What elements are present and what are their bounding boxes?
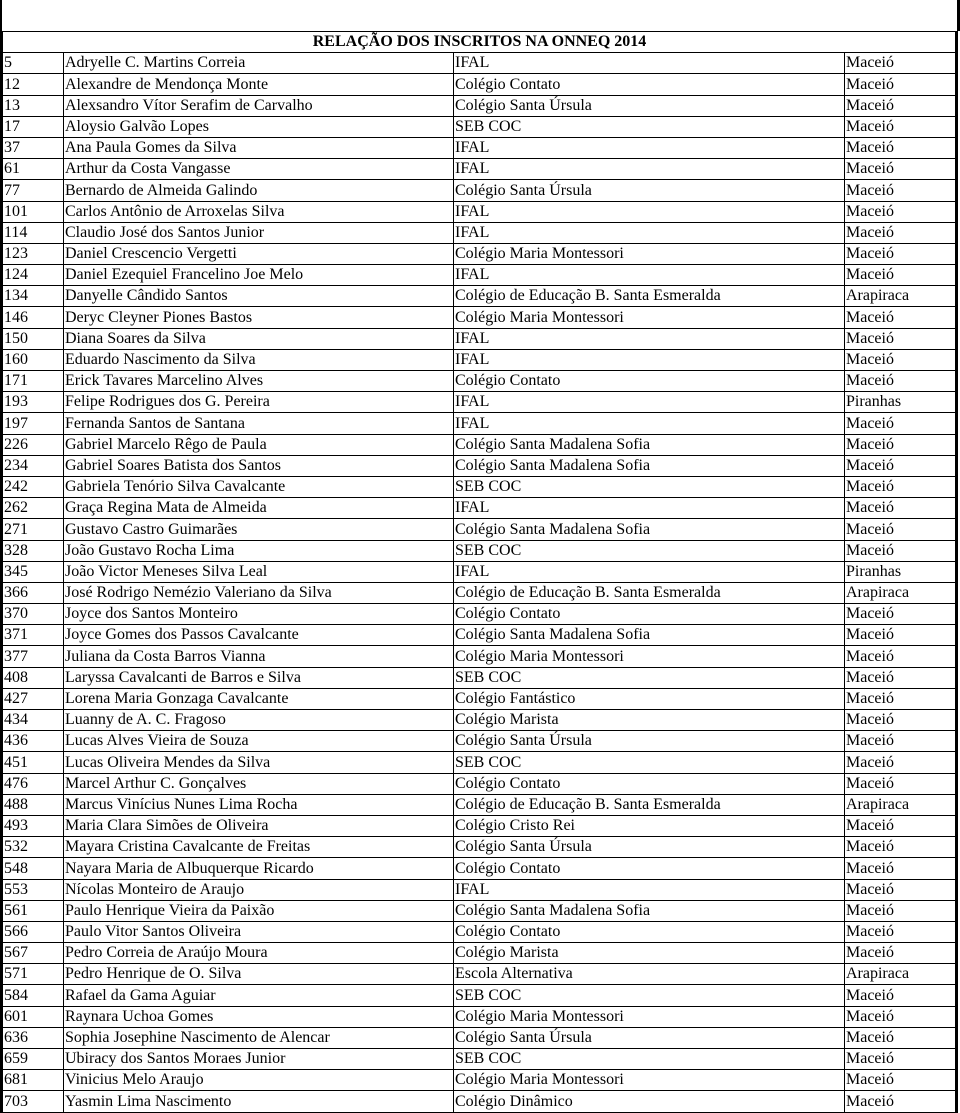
student-name: Bernardo de Almeida Galindo (64, 180, 454, 201)
school-name: IFAL (454, 222, 845, 243)
registration-number: 123 (2, 243, 64, 264)
city-name: Maceió (845, 1070, 957, 1091)
city-name: Maceió (845, 900, 957, 921)
table-row (2, 688, 957, 709)
school-name: IFAL (454, 561, 845, 582)
registration-number: 171 (2, 371, 64, 392)
registration-number: 13 (2, 95, 64, 116)
student-name: Joyce Gomes dos Passos Cavalcante (64, 625, 454, 646)
registration-number: 150 (2, 328, 64, 349)
registration-number: 124 (2, 265, 64, 286)
table-row (2, 201, 957, 222)
table-row (2, 561, 957, 582)
table-row (2, 752, 957, 773)
registration-number: 451 (2, 752, 64, 773)
registration-number: 160 (2, 349, 64, 370)
table-row (2, 243, 957, 264)
city-name: Maceió (845, 307, 957, 328)
school-name: Colégio Santa Úrsula (454, 180, 845, 201)
registration-number: 377 (2, 646, 64, 667)
student-name: Marcel Arthur C. Gonçalves (64, 773, 454, 794)
school-name: Colégio Maria Montessori (454, 1006, 845, 1027)
school-name: IFAL (454, 349, 845, 370)
registrants-table (0, 31, 958, 1113)
student-name: Gustavo Castro Guimarães (64, 519, 454, 540)
table-row (2, 943, 957, 964)
student-name: Pedro Correia de Araújo Moura (64, 943, 454, 964)
student-name: Deryc Cleyner Piones Bastos (64, 307, 454, 328)
registration-number: 5 (2, 53, 64, 74)
school-name: Escola Alternativa (454, 964, 845, 985)
city-name: Piranhas (845, 392, 957, 413)
city-name: Maceió (845, 201, 957, 222)
school-name: Colégio Fantástico (454, 688, 845, 709)
table-row (2, 964, 957, 985)
table-row (2, 625, 957, 646)
table-row (2, 1070, 957, 1091)
school-name: IFAL (454, 498, 845, 519)
registration-number: 532 (2, 837, 64, 858)
student-name: Raynara Uchoa Gomes (64, 1006, 454, 1027)
city-name: Maceió (845, 731, 957, 752)
city-name: Maceió (845, 349, 957, 370)
school-name: IFAL (454, 879, 845, 900)
student-name: Sophia Josephine Nascimento de Alencar (64, 1027, 454, 1048)
registration-number: 134 (2, 286, 64, 307)
school-name: Colégio Marista (454, 943, 845, 964)
city-name: Maceió (845, 1049, 957, 1070)
student-name: Yasmin Lima Nascimento (64, 1091, 454, 1112)
student-name: Alexandre de Mendonça Monte (64, 74, 454, 95)
city-name: Maceió (845, 53, 957, 74)
table-row (2, 921, 957, 942)
school-name: Colégio Contato (454, 604, 845, 625)
student-name: Paulo Vitor Santos Oliveira (64, 921, 454, 942)
registration-number: 345 (2, 561, 64, 582)
student-name: Arthur da Costa Vangasse (64, 159, 454, 180)
student-name: Aloysio Galvão Lopes (64, 116, 454, 137)
student-name: Pedro Henrique de O. Silva (64, 964, 454, 985)
registration-number: 12 (2, 74, 64, 95)
school-name: Colégio Santa Madalena Sofia (454, 455, 845, 476)
city-name: Maceió (845, 688, 957, 709)
school-name: Colégio Santa Madalena Sofia (454, 625, 845, 646)
table-row (2, 582, 957, 603)
school-name: Colégio Contato (454, 921, 845, 942)
city-name: Piranhas (845, 561, 957, 582)
registration-number: 370 (2, 604, 64, 625)
school-name: SEB COC (454, 476, 845, 497)
city-name: Maceió (845, 667, 957, 688)
registration-number: 566 (2, 921, 64, 942)
school-name: IFAL (454, 265, 845, 286)
student-name: Diana Soares da Silva (64, 328, 454, 349)
registration-number: 408 (2, 667, 64, 688)
registration-number: 193 (2, 392, 64, 413)
table-row (2, 180, 957, 201)
school-name: SEB COC (454, 985, 845, 1006)
student-name: Graça Regina Mata de Almeida (64, 498, 454, 519)
student-name: Danyelle Cândido Santos (64, 286, 454, 307)
registration-number: 584 (2, 985, 64, 1006)
student-name: Gabriel Marcelo Rêgo de Paula (64, 434, 454, 455)
school-name: IFAL (454, 392, 845, 413)
student-name: Nayara Maria de Albuquerque Ricardo (64, 858, 454, 879)
table-row (2, 1006, 957, 1027)
city-name: Arapiraca (845, 794, 957, 815)
city-name: Maceió (845, 159, 957, 180)
student-name: Gabriela Tenório Silva Cavalcante (64, 476, 454, 497)
registration-number: 488 (2, 794, 64, 815)
registration-number: 659 (2, 1049, 64, 1070)
table-row (2, 604, 957, 625)
registration-number: 703 (2, 1091, 64, 1112)
table-row (2, 731, 957, 752)
table-row (2, 392, 957, 413)
registration-number: 328 (2, 540, 64, 561)
school-name: IFAL (454, 328, 845, 349)
student-name: Felipe Rodrigues dos G. Pereira (64, 392, 454, 413)
school-name: IFAL (454, 201, 845, 222)
registration-number: 146 (2, 307, 64, 328)
table-row (2, 371, 957, 392)
student-name: Paulo Henrique Vieira da Paixão (64, 900, 454, 921)
table-row (2, 773, 957, 794)
registration-number: 197 (2, 413, 64, 434)
city-name: Maceió (845, 434, 957, 455)
registration-number: 242 (2, 476, 64, 497)
student-name: Mayara Cristina Cavalcante de Freitas (64, 837, 454, 858)
student-name: Rafael da Gama Aguiar (64, 985, 454, 1006)
student-name: José Rodrigo Nemézio Valeriano da Silva (64, 582, 454, 603)
table-row (2, 476, 957, 497)
school-name: Colégio de Educação B. Santa Esmeralda (454, 582, 845, 603)
registration-number: 427 (2, 688, 64, 709)
table-row (2, 53, 957, 74)
city-name: Arapiraca (845, 964, 957, 985)
school-name: IFAL (454, 137, 845, 158)
table-row (2, 74, 957, 95)
student-name: Eduardo Nascimento da Silva (64, 349, 454, 370)
city-name: Maceió (845, 243, 957, 264)
school-name: SEB COC (454, 1049, 845, 1070)
registration-number: 553 (2, 879, 64, 900)
school-name: Colégio Dinâmico (454, 1091, 845, 1112)
school-name: Colégio Contato (454, 74, 845, 95)
blank-header-band (0, 0, 960, 31)
registration-number: 601 (2, 1006, 64, 1027)
school-name: Colégio Contato (454, 371, 845, 392)
city-name: Maceió (845, 921, 957, 942)
city-name: Maceió (845, 498, 957, 519)
table-row (2, 307, 957, 328)
city-name: Maceió (845, 879, 957, 900)
city-name: Maceió (845, 540, 957, 561)
table-row (2, 265, 957, 286)
city-name: Maceió (845, 1027, 957, 1048)
city-name: Maceió (845, 328, 957, 349)
registration-number: 436 (2, 731, 64, 752)
city-name: Maceió (845, 95, 957, 116)
school-name: Colégio Santa Úrsula (454, 837, 845, 858)
school-name: Colégio Contato (454, 773, 845, 794)
city-name: Maceió (845, 180, 957, 201)
student-name: Vinicius Melo Araujo (64, 1070, 454, 1091)
student-name: Adryelle C. Martins Correia (64, 53, 454, 74)
registration-number: 271 (2, 519, 64, 540)
registration-number: 567 (2, 943, 64, 964)
table-row (2, 985, 957, 1006)
student-name: Nícolas Monteiro de Araujo (64, 879, 454, 900)
student-name: Lorena Maria Gonzaga Cavalcante (64, 688, 454, 709)
table-row (2, 879, 957, 900)
city-name: Maceió (845, 858, 957, 879)
city-name: Maceió (845, 625, 957, 646)
table-row (2, 815, 957, 836)
student-name: Maria Clara Simões de Oliveira (64, 815, 454, 836)
table-row (2, 519, 957, 540)
school-name: IFAL (454, 159, 845, 180)
student-name: Lucas Alves Vieira de Souza (64, 731, 454, 752)
school-name: Colégio de Educação B. Santa Esmeralda (454, 794, 845, 815)
school-name: SEB COC (454, 752, 845, 773)
registration-number: 636 (2, 1027, 64, 1048)
school-name: Colégio Cristo Rei (454, 815, 845, 836)
school-name: Colégio Santa Úrsula (454, 1027, 845, 1048)
school-name: SEB COC (454, 667, 845, 688)
table-row (2, 1049, 957, 1070)
city-name: Maceió (845, 773, 957, 794)
student-name: João Victor Meneses Silva Leal (64, 561, 454, 582)
city-name: Maceió (845, 604, 957, 625)
school-name: Colégio Santa Úrsula (454, 731, 845, 752)
city-name: Arapiraca (845, 582, 957, 603)
document-title: RELAÇÃO DOS INSCRITOS NA ONNEQ 2014 (2, 32, 957, 53)
table-row (2, 837, 957, 858)
table-row (2, 455, 957, 476)
student-name: Daniel Crescencio Vergetti (64, 243, 454, 264)
city-name: Arapiraca (845, 286, 957, 307)
table-row (2, 413, 957, 434)
table-row (2, 646, 957, 667)
table-row (2, 286, 957, 307)
student-name: Carlos Antônio de Arroxelas Silva (64, 201, 454, 222)
table-row (2, 858, 957, 879)
school-name: IFAL (454, 53, 845, 74)
table-row (2, 794, 957, 815)
registration-number: 262 (2, 498, 64, 519)
title-row (2, 32, 957, 53)
student-name: Alexsandro Vítor Serafim de Carvalho (64, 95, 454, 116)
city-name: Maceió (845, 943, 957, 964)
city-name: Maceió (845, 710, 957, 731)
registration-number: 366 (2, 582, 64, 603)
table-row (2, 900, 957, 921)
table-row (2, 116, 957, 137)
school-name: SEB COC (454, 116, 845, 137)
table-row (2, 222, 957, 243)
student-name: Fernanda Santos de Santana (64, 413, 454, 434)
registration-number: 234 (2, 455, 64, 476)
school-name: Colégio de Educação B. Santa Esmeralda (454, 286, 845, 307)
student-name: Ana Paula Gomes da Silva (64, 137, 454, 158)
school-name: Colégio Santa Madalena Sofia (454, 519, 845, 540)
city-name: Maceió (845, 837, 957, 858)
registration-number: 371 (2, 625, 64, 646)
school-name: Colégio Maria Montessori (454, 646, 845, 667)
city-name: Maceió (845, 1091, 957, 1112)
city-name: Maceió (845, 752, 957, 773)
table-row (2, 328, 957, 349)
school-name: Colégio Santa Madalena Sofia (454, 900, 845, 921)
school-name: Colégio Marista (454, 710, 845, 731)
table-row (2, 710, 957, 731)
registration-number: 101 (2, 201, 64, 222)
student-name: Marcus Vinícius Nunes Lima Rocha (64, 794, 454, 815)
city-name: Maceió (845, 476, 957, 497)
table-row (2, 159, 957, 180)
registration-number: 37 (2, 137, 64, 158)
school-name: Colégio Maria Montessori (454, 307, 845, 328)
registration-number: 434 (2, 710, 64, 731)
city-name: Maceió (845, 519, 957, 540)
city-name: Maceió (845, 1006, 957, 1027)
school-name: Colégio Maria Montessori (454, 243, 845, 264)
city-name: Maceió (845, 74, 957, 95)
student-name: Erick Tavares Marcelino Alves (64, 371, 454, 392)
city-name: Maceió (845, 137, 957, 158)
registration-number: 681 (2, 1070, 64, 1091)
student-name: Lucas Oliveira Mendes da Silva (64, 752, 454, 773)
city-name: Maceió (845, 222, 957, 243)
table-row (2, 540, 957, 561)
school-name: Colégio Santa Úrsula (454, 95, 845, 116)
table-row (2, 434, 957, 455)
student-name: Claudio José dos Santos Junior (64, 222, 454, 243)
table-row (2, 349, 957, 370)
city-name: Maceió (845, 265, 957, 286)
table-row (2, 498, 957, 519)
table-row (2, 1027, 957, 1048)
table-row (2, 95, 957, 116)
registration-number: 561 (2, 900, 64, 921)
city-name: Maceió (845, 985, 957, 1006)
registration-number: 476 (2, 773, 64, 794)
city-name: Maceió (845, 455, 957, 476)
registration-number: 548 (2, 858, 64, 879)
table-row (2, 1091, 957, 1112)
registration-number: 571 (2, 964, 64, 985)
city-name: Maceió (845, 646, 957, 667)
student-name: Daniel Ezequiel Francelino Joe Melo (64, 265, 454, 286)
student-name: Joyce dos Santos Monteiro (64, 604, 454, 625)
student-name: Luanny de A. C. Fragoso (64, 710, 454, 731)
student-name: João Gustavo Rocha Lima (64, 540, 454, 561)
student-name: Juliana da Costa Barros Vianna (64, 646, 454, 667)
student-name: Laryssa Cavalcanti de Barros e Silva (64, 667, 454, 688)
school-name: SEB COC (454, 540, 845, 561)
city-name: Maceió (845, 371, 957, 392)
table-row (2, 137, 957, 158)
registration-number: 226 (2, 434, 64, 455)
school-name: Colégio Maria Montessori (454, 1070, 845, 1091)
registration-number: 61 (2, 159, 64, 180)
student-name: Gabriel Soares Batista dos Santos (64, 455, 454, 476)
school-name: Colégio Santa Madalena Sofia (454, 434, 845, 455)
city-name: Maceió (845, 413, 957, 434)
registration-number: 493 (2, 815, 64, 836)
registration-number: 17 (2, 116, 64, 137)
table-row (2, 667, 957, 688)
registration-number: 114 (2, 222, 64, 243)
school-name: Colégio Contato (454, 858, 845, 879)
student-name: Ubiracy dos Santos Moraes Junior (64, 1049, 454, 1070)
school-name: IFAL (454, 413, 845, 434)
registration-number: 77 (2, 180, 64, 201)
city-name: Maceió (845, 815, 957, 836)
city-name: Maceió (845, 116, 957, 137)
